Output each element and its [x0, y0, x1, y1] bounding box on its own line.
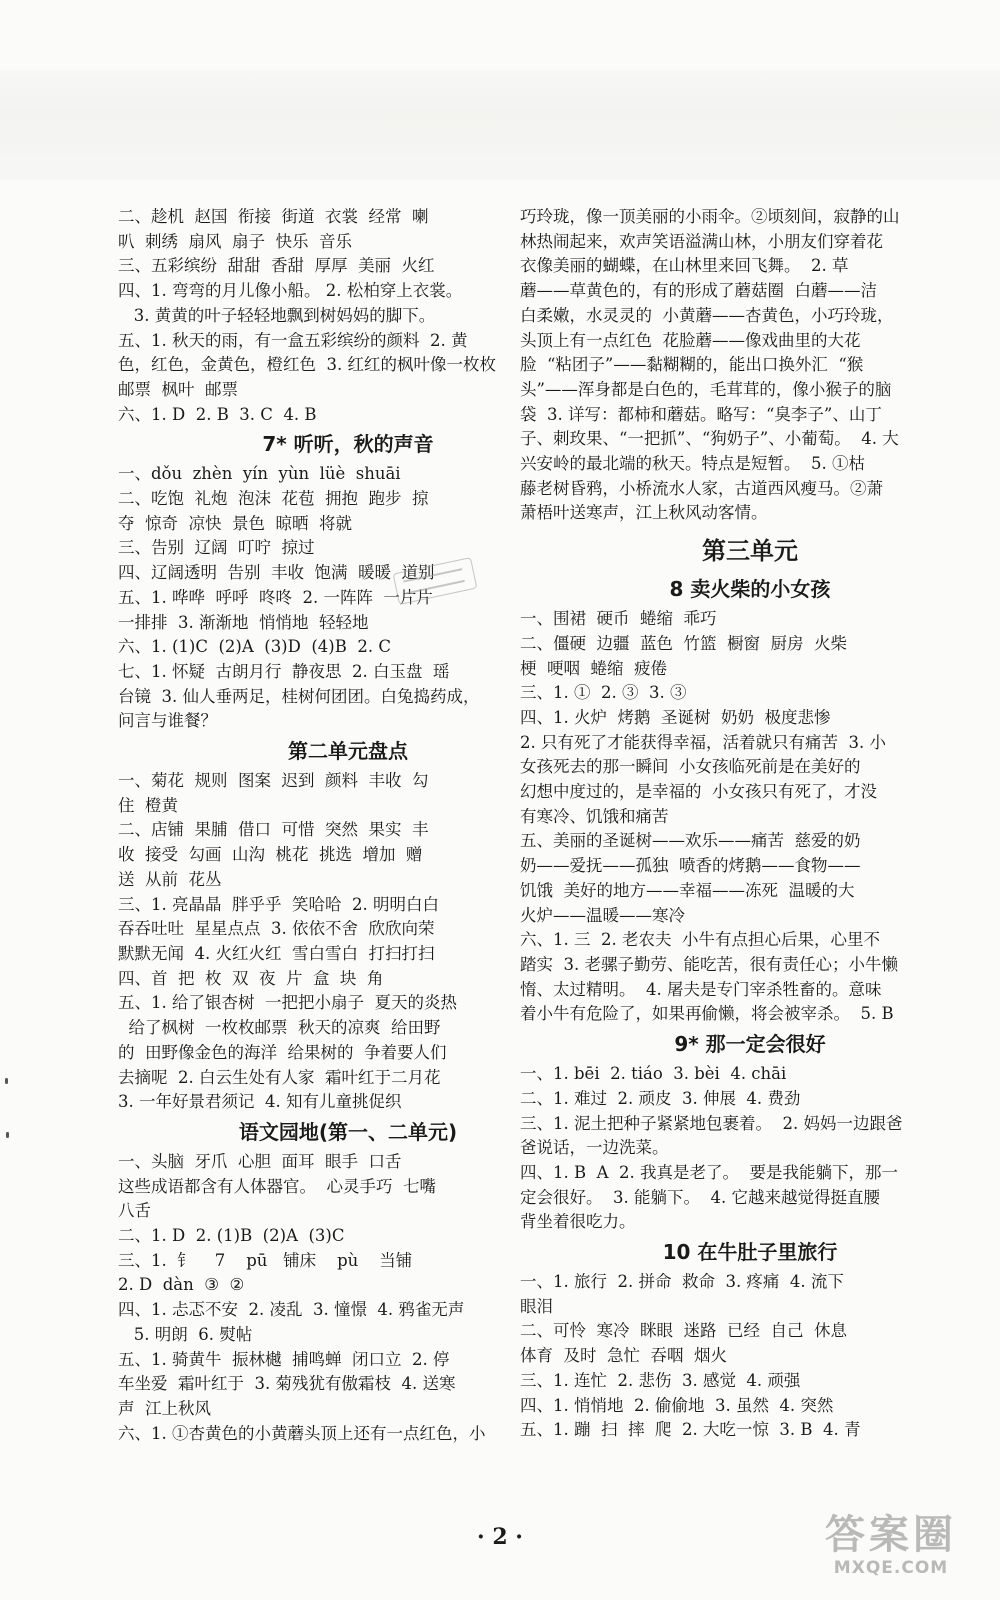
answer-line: 车坐爱 霜叶红于 3. 菊残犹有傲霜枝 4. 送寒: [118, 1374, 456, 1394]
answer-line: 梗 哽咽 蜷缩 疲倦: [520, 658, 667, 678]
answer-line: 二、可怜 寒冷 眯眼 迷路 已经 自己 休息: [520, 1321, 847, 1341]
answer-line: 奶——爱抚——孤独 喷香的烤鹅——食物——: [520, 856, 861, 876]
site-watermark: [796, 1512, 986, 1592]
answer-line: 四、首 把 枚 双 夜 片 盒 块 角: [118, 968, 384, 988]
answer-line: 一、dǒu zhèn yín yùn lüè shuāi: [118, 464, 401, 484]
answer-line: 惰、太过精明。 4. 屠夫是专门宰杀牲畜的。意味: [520, 979, 882, 999]
section-heading: 9* 那一定会很好: [674, 1032, 826, 1057]
answer-line: 五、1. 秋天的雨，有一盒五彩缤纷的颜料 2. 黄: [118, 330, 468, 350]
answer-line: 叭 刺绣 扇风 扇子 快乐 音乐: [118, 231, 352, 251]
answer-line: 一、菊花 规则 图案 迟到 颜料 丰收 勾: [118, 771, 429, 791]
answer-line: 送 从前 花丛: [118, 869, 222, 889]
answer-line: 三、1. 连忙 2. 悲伤 3. 感觉 4. 顽强: [520, 1370, 801, 1390]
answer-line: 萧梧叶送寒声，江上秋风动客情。: [520, 503, 768, 523]
answer-line: 蘑——草黄色的，有的形成了蘑菇圈 白蘑——洁: [520, 281, 877, 301]
answer-line: 二、吃饱 礼炮 泡沫 花苞 拥抱 跑步 掠: [118, 489, 429, 509]
answer-line: 3. 一年好景君须记 4. 知有儿童挑促织: [118, 1092, 402, 1112]
answer-line: 的 田野像金色的海洋 给果树的 争着要人们: [118, 1042, 447, 1062]
answer-line: 八舌: [118, 1201, 151, 1221]
answer-line: 四、1. 弯弯的月儿像小船。 2. 松柏穿上衣裳。: [118, 281, 463, 301]
answer-line: 定会很好。 3. 能躺下。 4. 它越来越觉得挺直腰: [520, 1187, 880, 1207]
answer-line: 林热闹起来，欢声笑语溢满山林，小朋友们穿着花: [520, 231, 883, 251]
answer-line: 火炉——温暖——寒冷: [520, 905, 685, 925]
answer-line: 一、1. 旅行 2. 拼命 救命 3. 疼痛 4. 流下: [520, 1272, 844, 1292]
answer-line: 二、僵硬 边疆 蓝色 竹篮 橱窗 厨房 火柴: [520, 633, 847, 653]
answer-line: 女孩死去的那一瞬间 小女孩临死前是在美好的: [520, 757, 861, 777]
answer-line: 五、1. 哗哗 呼呼 咚咚 2. 一阵阵 一片片: [118, 587, 433, 607]
answer-line: 二、趁机 赵国 衔接 街道 衣裳 经常 喇: [118, 207, 429, 226]
answer-line: 子、刺玫果、“一把抓”、“狗奶子”、小葡萄。 4. 大: [520, 429, 899, 449]
answer-line: 头”——浑身都是白色的，毛茸茸的，像小猴子的脑: [520, 379, 892, 399]
answer-line: 七、1. 怀疑 古朗月行 静夜思 2. 白玉盘 瑶: [118, 661, 450, 681]
answer-line: 吞吞吐吐 星星点点 3. 依依不舍 欣欣向荣: [118, 919, 435, 939]
answer-line: 夺 惊奇 凉快 景色 晾晒 将就: [118, 513, 352, 533]
answer-line: 五、1. 蹦 扫 摔 爬 2. 大吃一惊 3. B 4. 青: [520, 1420, 861, 1440]
answer-line: 3. 黄黄的叶子轻轻地飘到树妈妈的脚下。: [118, 305, 436, 325]
answer-line: 五、1. 骑黄牛 振林樾 捕鸣蝉 闭口立 2. 停: [118, 1349, 450, 1369]
answer-line: 四、1. 悄悄地 2. 偷偷地 3. 虽然 4. 突然: [520, 1395, 834, 1415]
answer-line: 二、1. D 2. (1)B (2)A (3)C: [118, 1226, 345, 1246]
answer-line: 脸 “粘团子”——黏糊糊的，能出口换外汇 “猴: [520, 355, 864, 375]
answer-line: 兴安岭的最北端的秋天。特点是短暂。 5. ①枯: [520, 454, 865, 474]
section-heading: 第二单元盘点: [288, 739, 408, 764]
answer-line: 收 接受 勾画 山沟 桃花 挑选 增加 赠: [118, 845, 423, 865]
answer-line: 背坐着很吃力。: [520, 1212, 636, 1232]
answer-line: 二、店铺 果脯 借口 可惜 突然 果实 丰: [118, 820, 429, 840]
answer-line: 六、1. D 2. B 3. C 4. B: [118, 404, 317, 424]
answer-line: 默默无闻 4. 火红火红 雪白雪白 打扫打扫: [118, 943, 435, 963]
answer-line: 四、1. 火炉 烤鹅 圣诞树 奶奶 极度悲惨: [520, 707, 831, 727]
answer-line: 六、1. ①杏黄色的小黄蘑头顶上还有一点红色，小: [118, 1423, 486, 1443]
section-heading: 语文园地(第一、二单元): [238, 1119, 458, 1144]
answer-line: 色，红色，金黄色，橙红色 3. 红红的枫叶像一枚枚: [118, 355, 496, 375]
answer-line: 有寒冷、饥饿和痛苦: [520, 806, 669, 826]
answer-line: 一、头脑 牙爪 心胆 面耳 眼手 口舌: [118, 1151, 402, 1171]
answer-column-left: [118, 205, 578, 1446]
section-heading: 第三单元: [702, 537, 798, 566]
section-heading: 7* 听听，秋的声音: [262, 432, 434, 457]
answer-line: 藤老树昏鸦，小桥流水人家，古道西风瘦马。②萧: [520, 478, 883, 498]
answer-line: 着小牛有危险了，如果再偷懒，将会被宰杀。 5. B: [520, 1004, 894, 1024]
answer-line: 一、1. bēi 2. tiáo 3. bèi 4. chāi: [520, 1064, 787, 1084]
answer-line: 三、1. 亮晶晶 胖乎乎 笑哈哈 2. 明明白白: [118, 894, 439, 914]
scan-speck: [6, 1132, 9, 1138]
answer-line: 2. D dàn ③ ②: [118, 1275, 245, 1295]
section-heading: 8 卖火柴的小女孩: [669, 577, 831, 602]
answer-line: 住 橙黄: [118, 795, 178, 815]
answer-line: 四、1. B A 2. 我真是老了。 要是我能躺下，那一: [520, 1162, 898, 1182]
answer-column-right: [520, 205, 980, 1443]
answer-line: 六、1. (1)C (2)A (3)D (4)B 2. C: [118, 637, 391, 657]
answer-line: 衣像美丽的蝴蝶，在山林里来回飞舞。 2. 草: [520, 256, 849, 276]
answer-line: 幻想中度过的，是幸福的 小女孩只有死了，才没: [520, 782, 877, 802]
answer-line: 三、1. 泥土把种子紧紧地包裹着。 2. 妈妈一边跟爸: [520, 1113, 903, 1133]
answer-line: 爸说话，一边洗菜。: [520, 1138, 669, 1158]
answer-line: 去摘呢 2. 白云生处有人家 霜叶红于二月花: [118, 1067, 441, 1087]
scan-speck: [5, 1078, 8, 1084]
answer-line: 这些成语都含有人体器官。 心灵手巧 七嘴: [118, 1176, 436, 1196]
answer-line: 头顶上有一点红色 花脸蘑——像戏曲里的大花: [520, 330, 861, 350]
answer-line: 四、1. 忐忑不安 2. 凌乱 3. 憧憬 4. 鸦雀无声: [118, 1300, 465, 1320]
answer-line: 眼泪: [520, 1296, 553, 1316]
page-number: · 2 ·: [477, 1524, 523, 1550]
answer-line: 五、1. 给了银杏树 一把把小扇子 夏天的炎热: [118, 993, 457, 1013]
answer-line: 三、告别 辽阔 叮咛 掠过: [118, 538, 315, 558]
section-heading: 10 在牛肚子里旅行: [662, 1240, 838, 1265]
answer-line: 饥饿 美好的地方——幸福——冻死 温暖的大: [520, 880, 855, 900]
answer-line: 邮票 枫叶 邮票: [118, 379, 238, 399]
answer-line: 一、围裙 硬币 蜷缩 乖巧: [520, 609, 717, 629]
answer-line: 给了枫树 一枚枚邮票 秋天的凉爽 给田野: [118, 1018, 441, 1038]
answer-line: 声 江上秋风: [118, 1398, 211, 1418]
answer-line: 台镜 3. 仙人垂两足，桂树何团团。白兔捣药成，: [118, 686, 480, 706]
answer-line: 问言与谁餐？: [118, 711, 217, 731]
answer-line: 2. 只有死了才能获得幸福，活着就只有痛苦 3. 小: [520, 732, 886, 752]
scan-shadow-band: [0, 70, 1000, 180]
answer-line: 一排排 3. 渐渐地 悄悄地 轻轻地: [118, 612, 369, 632]
answer-line: 五、美丽的圣诞树——欢乐——痛苦 慈爱的奶: [520, 831, 861, 851]
answer-line: 5. 明朗 6. 熨帖: [118, 1324, 253, 1344]
answer-line: 袋 3. 详写：都柿和蘑菇。略写：“臭李子”、山丁: [520, 404, 882, 424]
answer-line: 六、1. 三 2. 老农夫 小牛有点担心后果，心里不: [520, 930, 880, 950]
answer-line: 巧玲珑，像一顶美丽的小雨伞。②顷刻间，寂静的山: [520, 207, 900, 226]
answer-line: 踏实 3. 老骡子勤劳、能吃苦，很有责任心；小牛懒: [520, 954, 898, 974]
answer-line: 体育 及时 急忙 吞咽 烟火: [520, 1346, 727, 1366]
answer-line: 二、1. 难过 2. 顽皮 3. 伸展 4. 费劲: [520, 1088, 801, 1108]
watermark-url: MXQE.COM: [833, 1558, 949, 1578]
answer-line: 白柔嫩，水灵灵的 小黄蘑——杏黄色，小巧玲珑，: [520, 305, 894, 325]
answer-line: 四、辽阔透明 告别 丰收 饱满 暖暖 道别: [118, 563, 435, 583]
watermark-logo-text: 答案圈: [825, 1512, 957, 1558]
answer-line: 三、五彩缤纷 甜甜 香甜 厚厚 美丽 火红: [118, 256, 435, 276]
answer-line: 三、1. 钅 7 pū 铺床 pù 当铺: [118, 1250, 413, 1270]
answer-line: 三、1. ① 2. ③ 3. ③: [520, 683, 687, 703]
